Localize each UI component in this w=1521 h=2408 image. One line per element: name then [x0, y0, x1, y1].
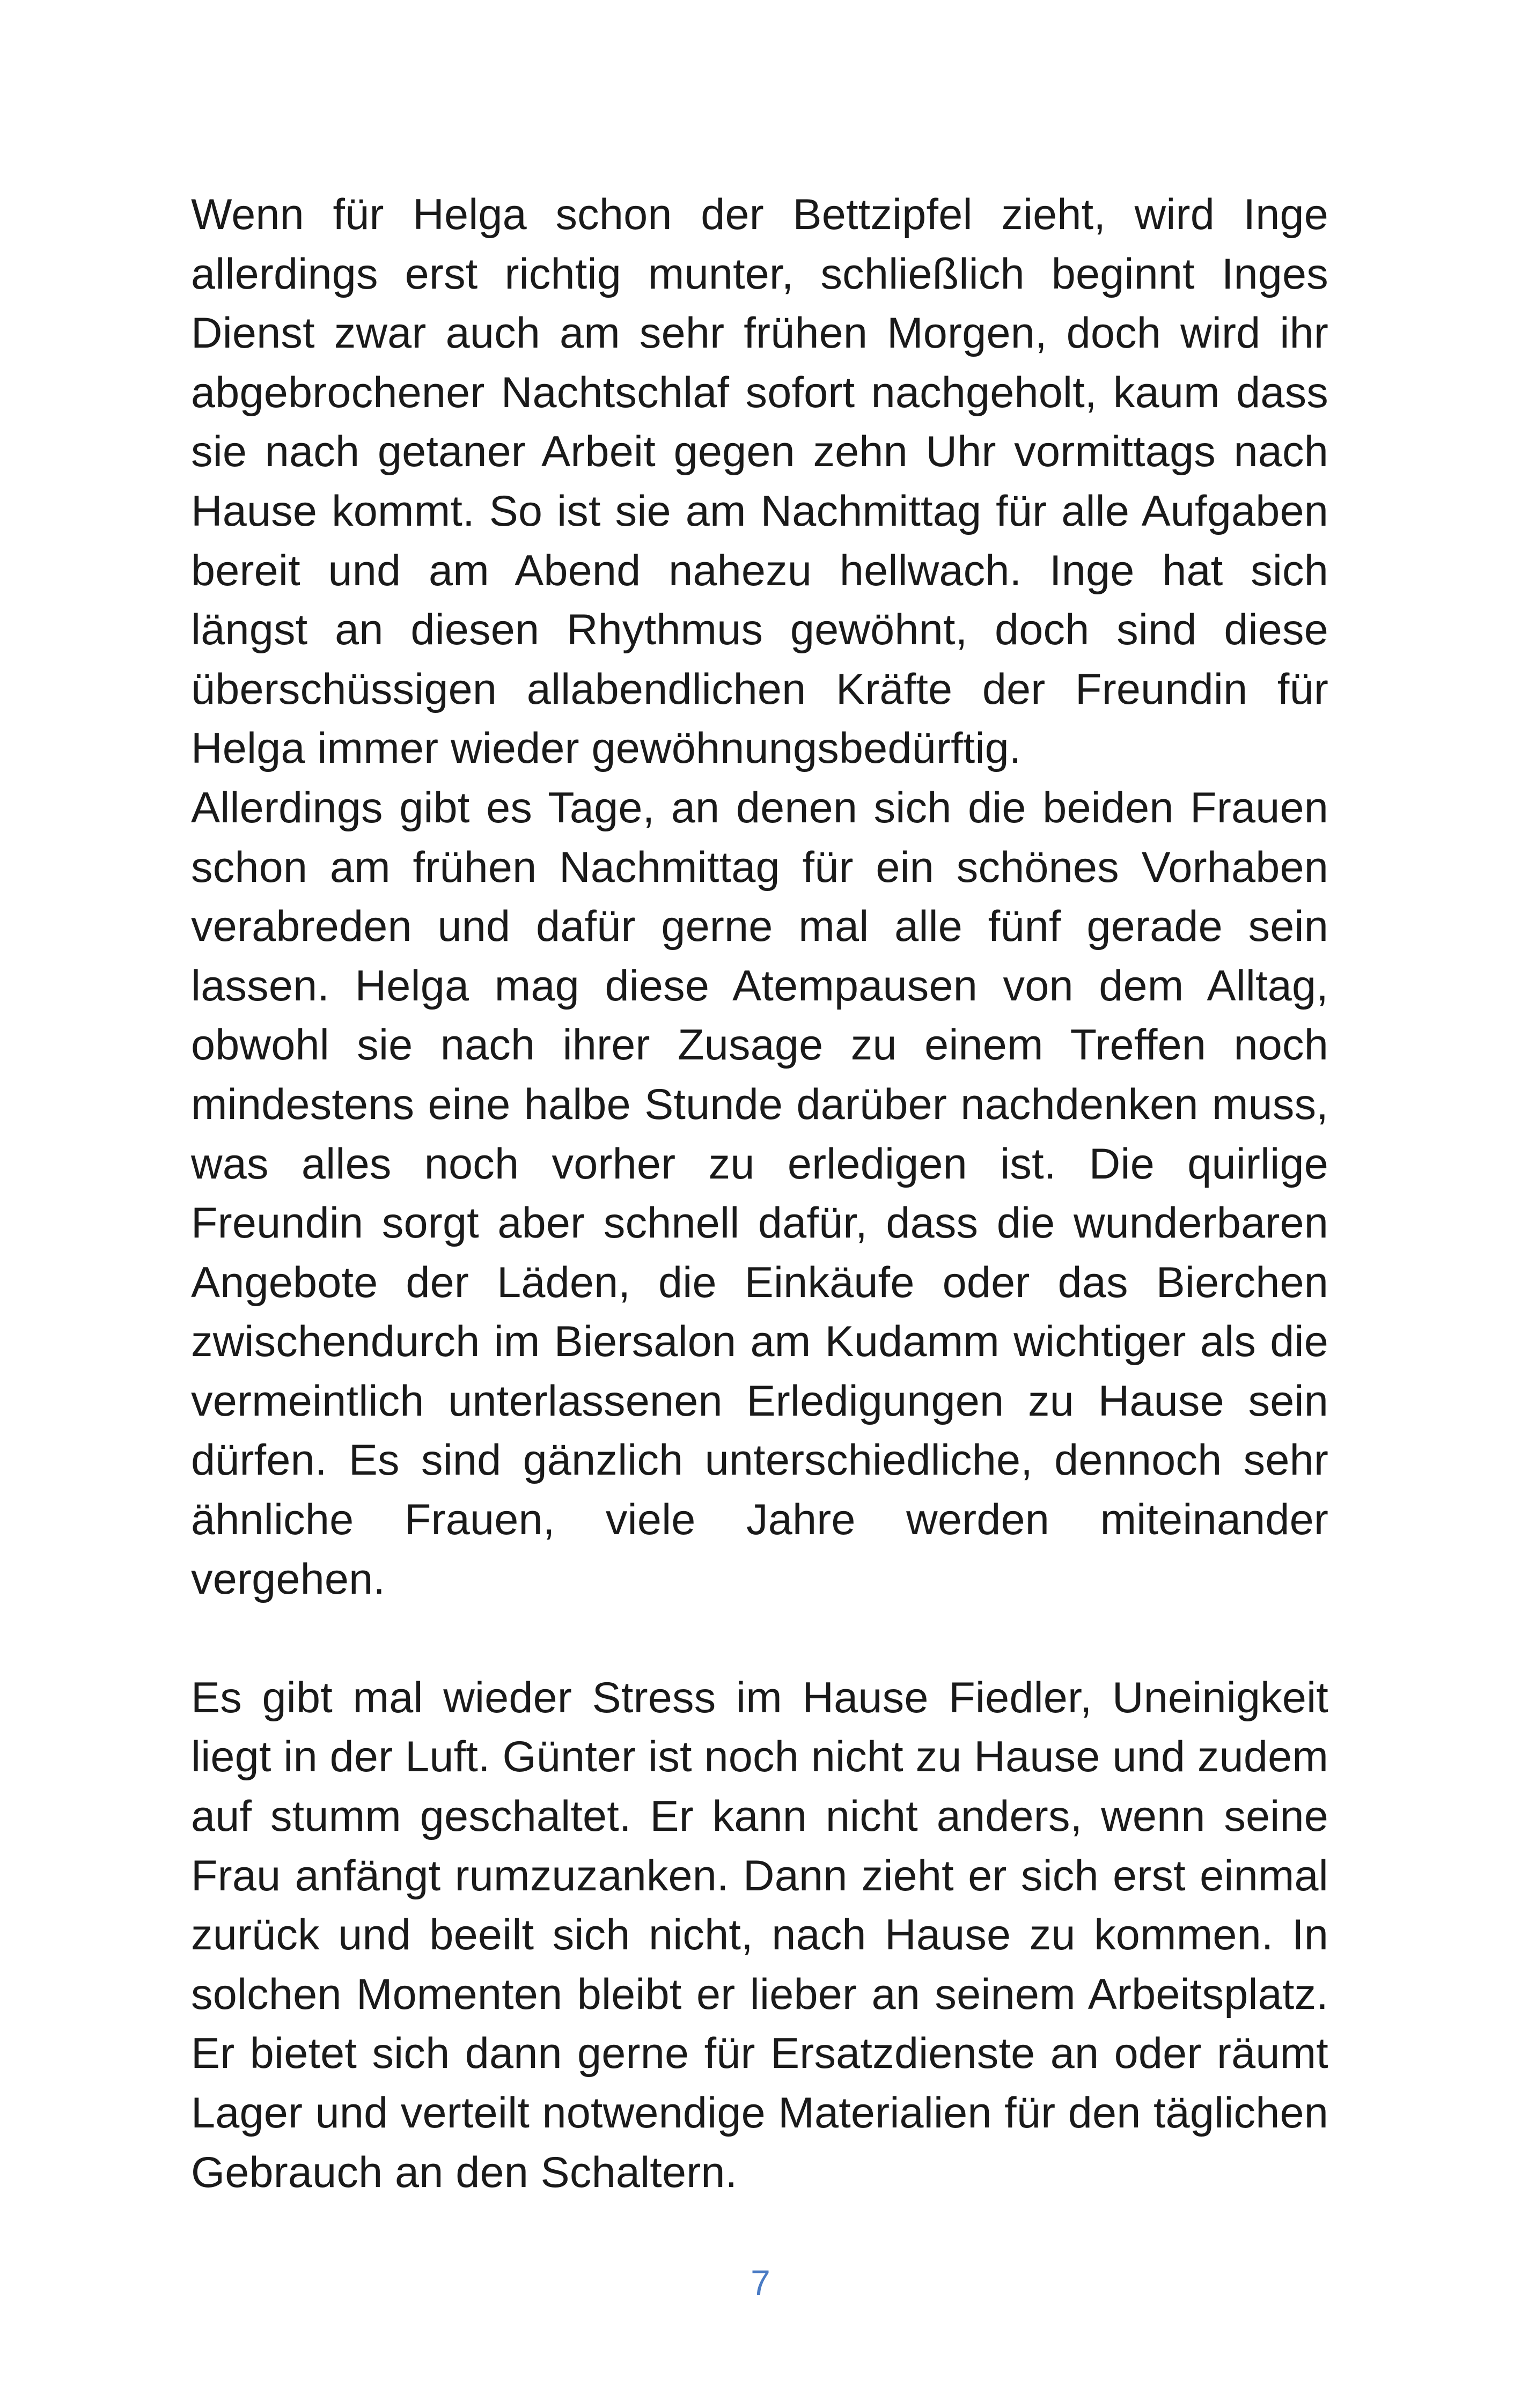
paragraph-1: Wenn für Helga schon der Bettzipfel zieht, wird Inge allerdings erst richtig munter, schließlich beginnt Inges Dienst zwar auch am sehr frühen Morgen, doch wird ihr abgebrochener Nachtschlaf sofort nachgeholt, kaum dass sie nach getaner Arbeit gegen zehn Uhr vormittags nach Hause kommt. So ist sie am Nachmittag für alle Aufgaben bereit und am Abend nahezu hellwach. Inge hat sich längst an diesen Rhythmus gewöhnt, doch sind diese überschüssigen allabendlichen Kräfte der Freundin für Helga immer wieder gewöhnungsbedürftig.	[191, 190, 1328, 773]
body-text	[191, 185, 1328, 2202]
paragraph-spacer	[191, 1609, 1328, 1668]
paragraph-3: Es gibt mal wieder Stress im Hause Fiedler, Uneinigkeit liegt in der Luft. Günter ist noch nicht zu Hause und zudem auf stumm geschaltet. Er kann nicht anders, wenn seine Frau anfängt rumzuzanken. Dann zieht er sich erst einmal zurück und beeilt sich nicht, nach Hause zu kommen. In solchen Momenten bleibt er lieber an seinem Arbeitsplatz. Er bietet sich dann gerne für Ersatzdienste an oder räumt Lager und verteilt notwendige Materialien für den täglichen Gebrauch an den Schaltern.	[191, 1673, 1328, 2197]
paragraph-2: Allerdings gibt es Tage, an denen sich die beiden Frauen schon am frühen Nachmittag für ein schönes Vorhaben verabreden und dafür gerne mal alle fünf gerade sein lassen. Helga mag diese Atempausen von dem Alltag, obwohl sie nach ihrer Zusage zu einem Treffen noch mindestens eine halbe Stunde darüber nachdenken muss, was alles noch vorher zu erledigen ist. Die quirlige Freundin sorgt aber schnell dafür, dass die wunderbaren Angebote der Läden, die Einkäufe oder das Bierchen zwischendurch im Biersalon am Kudamm wichtiger als die vermeintlich unterlassenen Erledigungen zu Hause sein dürfen. Es sind gänzlich unterschiedliche, dennoch sehr ähnliche Frauen, viele Jahre werden miteinander vergehen.	[191, 783, 1328, 1603]
page-number: 7	[751, 2263, 770, 2302]
